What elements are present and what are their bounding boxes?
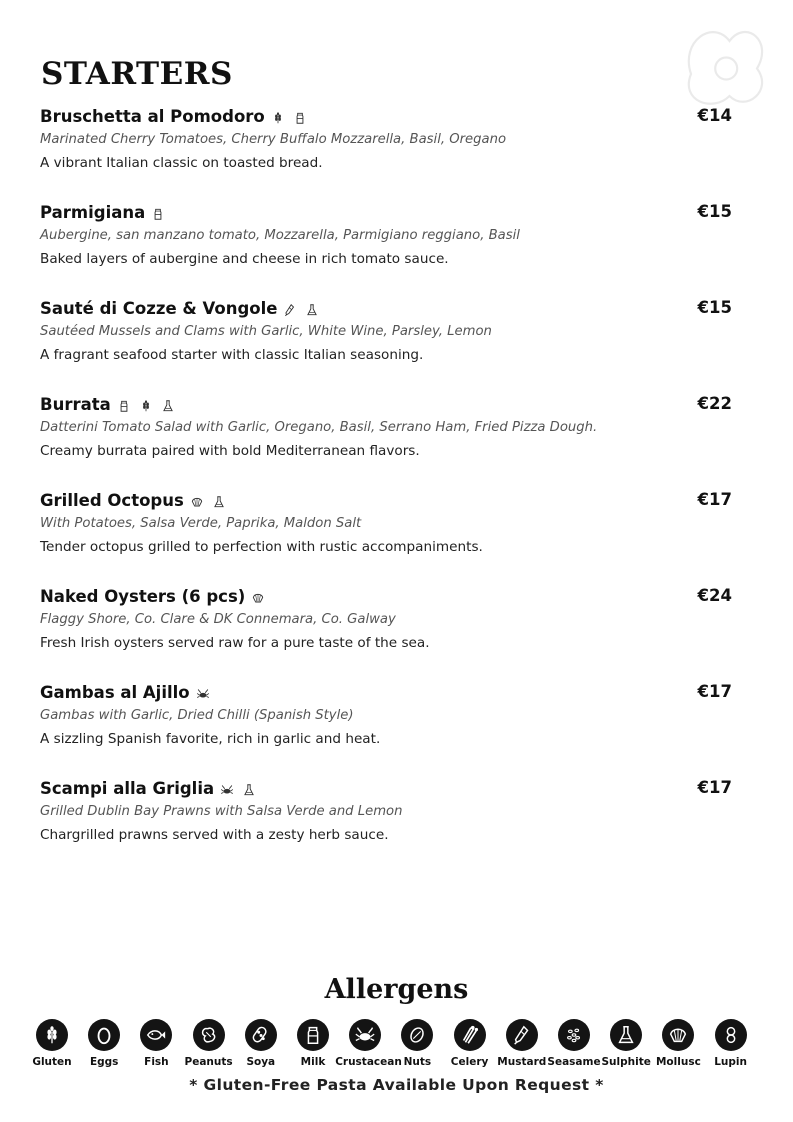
mollusc-icon	[251, 591, 265, 605]
menu-item	[40, 490, 740, 555]
allergen-legend-item	[701, 1019, 761, 1068]
allergen-legend-item	[74, 1019, 134, 1068]
sulphite-icon	[610, 1019, 642, 1051]
menu-item-ingredients: With Potatoes, Salsa Verde, Paprika, Maldon Salt	[40, 516, 362, 531]
menu-item-header	[40, 202, 740, 226]
menu-item-header	[40, 394, 740, 418]
decorative-illustration	[669, 8, 779, 118]
menu-item	[40, 586, 740, 651]
allergen-legend-item	[544, 1019, 604, 1068]
menu-item-name: Sauté di Cozze & Vongole	[40, 299, 278, 318]
eggs-icon	[88, 1019, 120, 1051]
allergen-legend-item	[283, 1019, 343, 1068]
allergen-label: Peanuts	[184, 1056, 233, 1068]
menu-item	[40, 298, 740, 363]
menu-item-name: Burrata	[40, 395, 111, 414]
mustard-icon	[283, 303, 297, 317]
allergen-legend-item	[440, 1019, 500, 1068]
allergen-label: Gluten	[32, 1056, 72, 1068]
footer-note: * Gluten-Free Pasta Available Upon Request *	[189, 1076, 604, 1094]
menu-item-price: €15	[697, 298, 732, 317]
menu-item-ingredients: Grilled Dublin Bay Prawns with Salsa Verde and Lemon	[40, 804, 403, 819]
menu-item-ingredients: Sautéed Mussels and Clams with Garlic, White Wine, Parsley, Lemon	[40, 324, 492, 339]
menu-item	[40, 778, 740, 843]
allergen-legend-item	[126, 1019, 186, 1068]
menu-item	[40, 202, 740, 267]
milk-icon	[151, 207, 165, 221]
menu-item-name: Bruschetta al Pomodoro	[40, 107, 265, 126]
menu-item-name: Gambas al Ajillo	[40, 683, 190, 702]
allergen-label: Sulphite	[601, 1056, 651, 1068]
section-title: STARTERS	[41, 56, 233, 92]
menu-item-allergen-icons	[271, 107, 315, 126]
allergen-label: Crustacean	[335, 1056, 402, 1068]
menu-item-price: €15	[697, 202, 732, 221]
soya-icon	[245, 1019, 277, 1051]
allergen-label: Lupin	[714, 1056, 747, 1068]
celery-icon	[454, 1019, 486, 1051]
menu-item-header	[40, 490, 740, 514]
menu-item-price: €17	[697, 490, 732, 509]
peanuts-icon	[193, 1019, 225, 1051]
menu-item-header	[40, 682, 740, 706]
allergen-label: Nuts	[403, 1056, 432, 1068]
menu-item-name: Parmigiana	[40, 203, 146, 222]
allergen-legend-item	[648, 1019, 708, 1068]
allergen-legend-item	[231, 1019, 291, 1068]
allergen-legend-item	[492, 1019, 552, 1068]
fish-icon	[140, 1019, 172, 1051]
gluten-icon	[139, 399, 153, 413]
allergens-title: Allergens	[324, 974, 469, 1005]
allergen-label: Celery	[450, 1056, 489, 1068]
menu-item-name: Scampi alla Griglia	[40, 779, 215, 798]
menu-item-description: A sizzling Spanish favorite, rich in garlic and heat.	[40, 731, 381, 747]
menu-item-description: Chargrilled prawns served with a zesty herb sauce.	[40, 827, 389, 843]
menu-item-name: Naked Oysters (6 pcs)	[40, 587, 246, 606]
menu-item-allergen-icons	[283, 299, 327, 318]
allergen-label: Mustard	[497, 1056, 547, 1068]
menu-item-price: €14	[697, 106, 732, 125]
sulphite-icon	[305, 303, 319, 317]
sulphite-icon	[212, 495, 226, 509]
milk-icon	[297, 1019, 329, 1051]
menu-item-description: A fragrant seafood starter with classic Italian seasoning.	[40, 347, 424, 363]
crustacean-icon	[349, 1019, 381, 1051]
sulphite-icon	[161, 399, 175, 413]
menu-item-price: €24	[697, 586, 732, 605]
allergen-label: Seasame	[547, 1056, 601, 1068]
mollusc-icon	[190, 495, 204, 509]
menu-item-allergen-icons	[251, 587, 273, 606]
menu-item-ingredients: Aubergine, san manzano tomato, Mozzarella, Parmigiano reggiano, Basil	[40, 228, 520, 243]
milk-icon	[293, 111, 307, 125]
menu-item-allergen-icons	[151, 203, 173, 222]
allergen-label: Fish	[144, 1056, 169, 1068]
menu-item-header	[40, 106, 740, 130]
sulphite-icon	[242, 783, 256, 797]
gluten-icon	[36, 1019, 68, 1051]
sesame-icon	[558, 1019, 590, 1051]
menu-item-price: €17	[697, 682, 732, 701]
menu-item-header	[40, 298, 740, 322]
menu-item-header	[40, 586, 740, 610]
menu-item-allergen-icons	[196, 683, 218, 702]
menu-item-allergen-icons	[220, 779, 264, 798]
menu-item	[40, 106, 740, 171]
allergen-legend-item	[596, 1019, 656, 1068]
gluten-icon	[271, 111, 285, 125]
milk-icon	[117, 399, 131, 413]
menu-item-description: Tender octopus grilled to perfection with rustic accompaniments.	[40, 539, 483, 555]
allergen-label: Mollusc	[655, 1056, 701, 1068]
mollusc-icon	[662, 1019, 694, 1051]
nuts-icon	[401, 1019, 433, 1051]
allergen-legend-item	[22, 1019, 82, 1068]
menu-item-price: €22	[697, 394, 732, 413]
menu-item-header	[40, 778, 740, 802]
allergen-label: Eggs	[89, 1056, 119, 1068]
crustacean-icon	[196, 687, 210, 701]
allergen-legend-item	[335, 1019, 402, 1068]
menu-item-name: Grilled Octopus	[40, 491, 184, 510]
menu-item-description: Fresh Irish oysters served raw for a pure taste of the sea.	[40, 635, 430, 651]
allergen-label: Soya	[246, 1056, 276, 1068]
crustacean-icon	[220, 783, 234, 797]
allergen-label: Milk	[300, 1056, 326, 1068]
menu-item-ingredients: Flaggy Shore, Co. Clare & DK Connemara, Co. Galway	[40, 612, 396, 627]
allergen-legend-item	[179, 1019, 239, 1068]
menu-item-description: Creamy burrata paired with bold Mediterranean flavors.	[40, 443, 420, 459]
menu-item-price: €17	[697, 778, 732, 797]
allergen-legend	[30, 1019, 770, 1071]
menu-item-allergen-icons	[117, 395, 183, 414]
mustard-icon	[506, 1019, 538, 1051]
menu-item-description: A vibrant Italian classic on toasted bread.	[40, 155, 323, 171]
lupin-icon	[715, 1019, 747, 1051]
menu-item-ingredients: Datterini Tomato Salad with Garlic, Oregano, Basil, Serrano Ham, Fried Pizza Dough.	[40, 420, 598, 435]
menu-item-allergen-icons	[190, 491, 234, 510]
menu-item-ingredients: Marinated Cherry Tomatoes, Cherry Buffalo Mozzarella, Basil, Oregano	[40, 132, 507, 147]
menu-item-description: Baked layers of aubergine and cheese in rich tomato sauce.	[40, 251, 449, 267]
allergen-legend-item	[387, 1019, 447, 1068]
menu-item	[40, 394, 740, 459]
menu-item	[40, 682, 740, 747]
menu-item-ingredients: Gambas with Garlic, Dried Chilli (Spanish Style)	[40, 708, 354, 723]
